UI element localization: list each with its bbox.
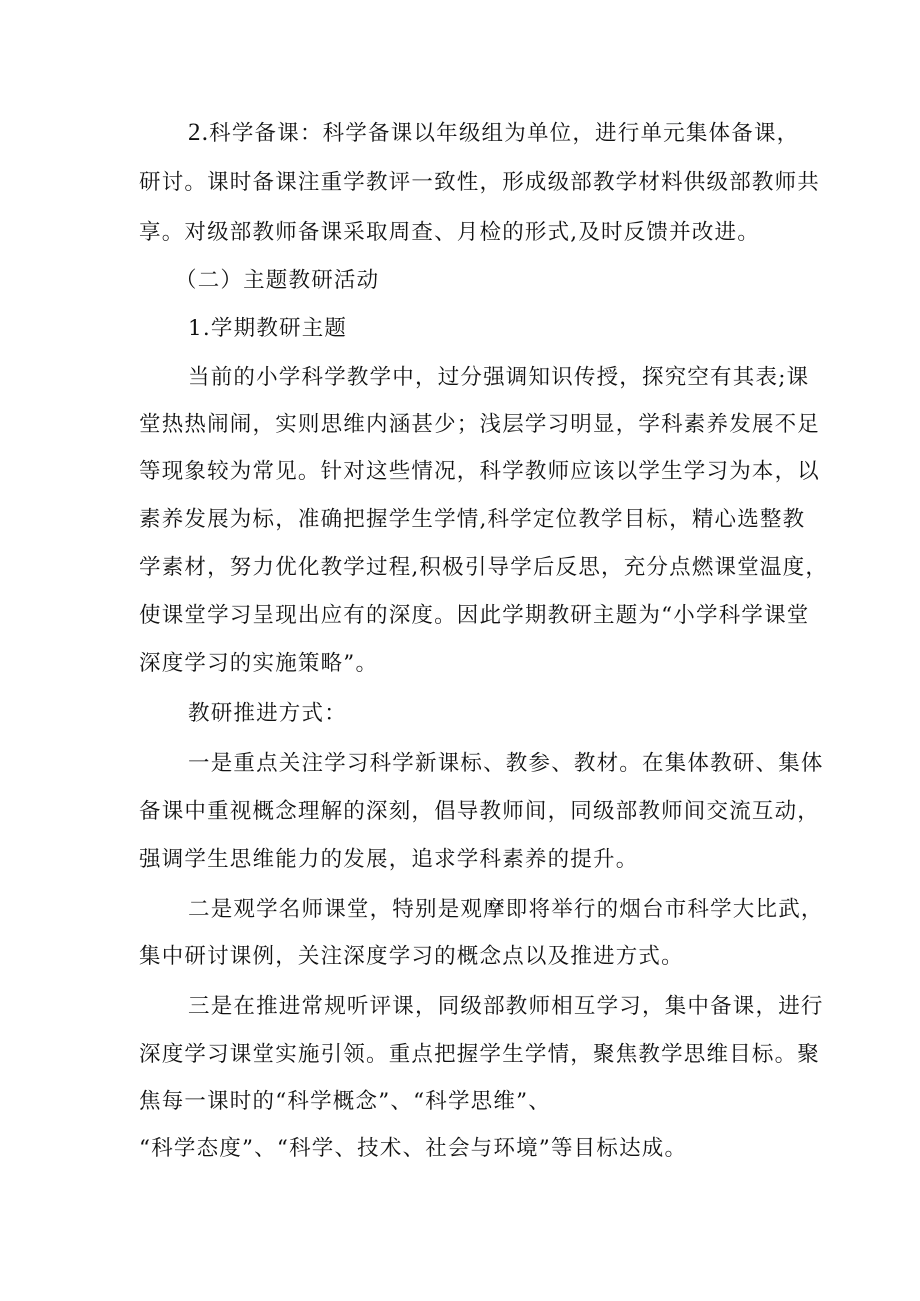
paragraph-2-line-5: 学素材，努力优化教学过程,积极引导学后反思，充分点燃课堂温度， (139, 555, 829, 580)
paragraph-5-line-3: 焦每一课时的“科学概念”、“科学思维”、 (139, 1089, 551, 1114)
paragraph-2-line-1: 当前的小学科学教学中，过分强调知识传授，探究空有其表;课 (188, 365, 810, 390)
paragraph-2-line-6: 使课堂学习呈现出应有的深度。因此学期教研主题为“小学科学课堂 (139, 603, 810, 628)
paragraph-3-line-1: 一是重点关注学习科学新课标、教参、教材。在集体教研、集体 (188, 751, 824, 776)
sub-heading: 1.学期教研主题 (188, 316, 348, 341)
methods-label: 教研推进方式： (188, 701, 347, 726)
paragraph-2-line-4: 素养发展为标，准确把握学生学情,科学定位教学目标，精心选整教 (139, 507, 806, 532)
paragraph-1-line-3: 享。对级部教师备课采取周查、月检的形式,及时反馈并改进。 (139, 220, 760, 245)
paragraph-1-line-2: 研讨。课时备课注重学教评一致性，形成级部教学材料供级部教师共 (139, 170, 821, 195)
paragraph-1-line-1: 2.科学备课：科学备课以年级组为单位，进行单元集体备课， (188, 119, 800, 146)
item-number: 2. (188, 119, 210, 146)
paragraph-4-line-2: 集中研讨课例，关注深度学习的概念点以及推进方式。 (139, 944, 684, 969)
section-heading: （二）主题教研活动 (175, 268, 380, 293)
paragraph-4-line-1: 二是观学名师课堂，特别是观摩即将举行的烟台市科学大比武， (188, 897, 824, 922)
paragraph-2-line-2: 堂热热闹闹，实则思维内涵甚少；浅层学习明显，学科素养发展不足 (139, 412, 821, 437)
paragraph-2-line-3: 等现象较为常见。针对这些情况，科学教师应该以学生学习为本，以 (139, 459, 821, 484)
paragraph-5-line-1: 三是在推进常规听评课，同级部教师相互学习，集中备课，进行 (188, 994, 824, 1019)
paragraph-3-line-3: 强调学生思维能力的发展，追求学科素养的提升。 (139, 847, 639, 872)
paragraph-3-line-2: 备课中重视概念理解的深刻，倡导教师间，同级部教师间交流互动， (139, 799, 821, 824)
paragraph-5-line-2: 深度学习课堂实施引领。重点把握学生学情，聚焦教学思维目标。聚 (139, 1042, 821, 1067)
paragraph-5-line-4: “科学态度”、“科学、技术、社会与环境”等目标达成。 (139, 1136, 688, 1161)
paragraph-2-line-7: 深度学习的实施策略”。 (139, 651, 379, 676)
